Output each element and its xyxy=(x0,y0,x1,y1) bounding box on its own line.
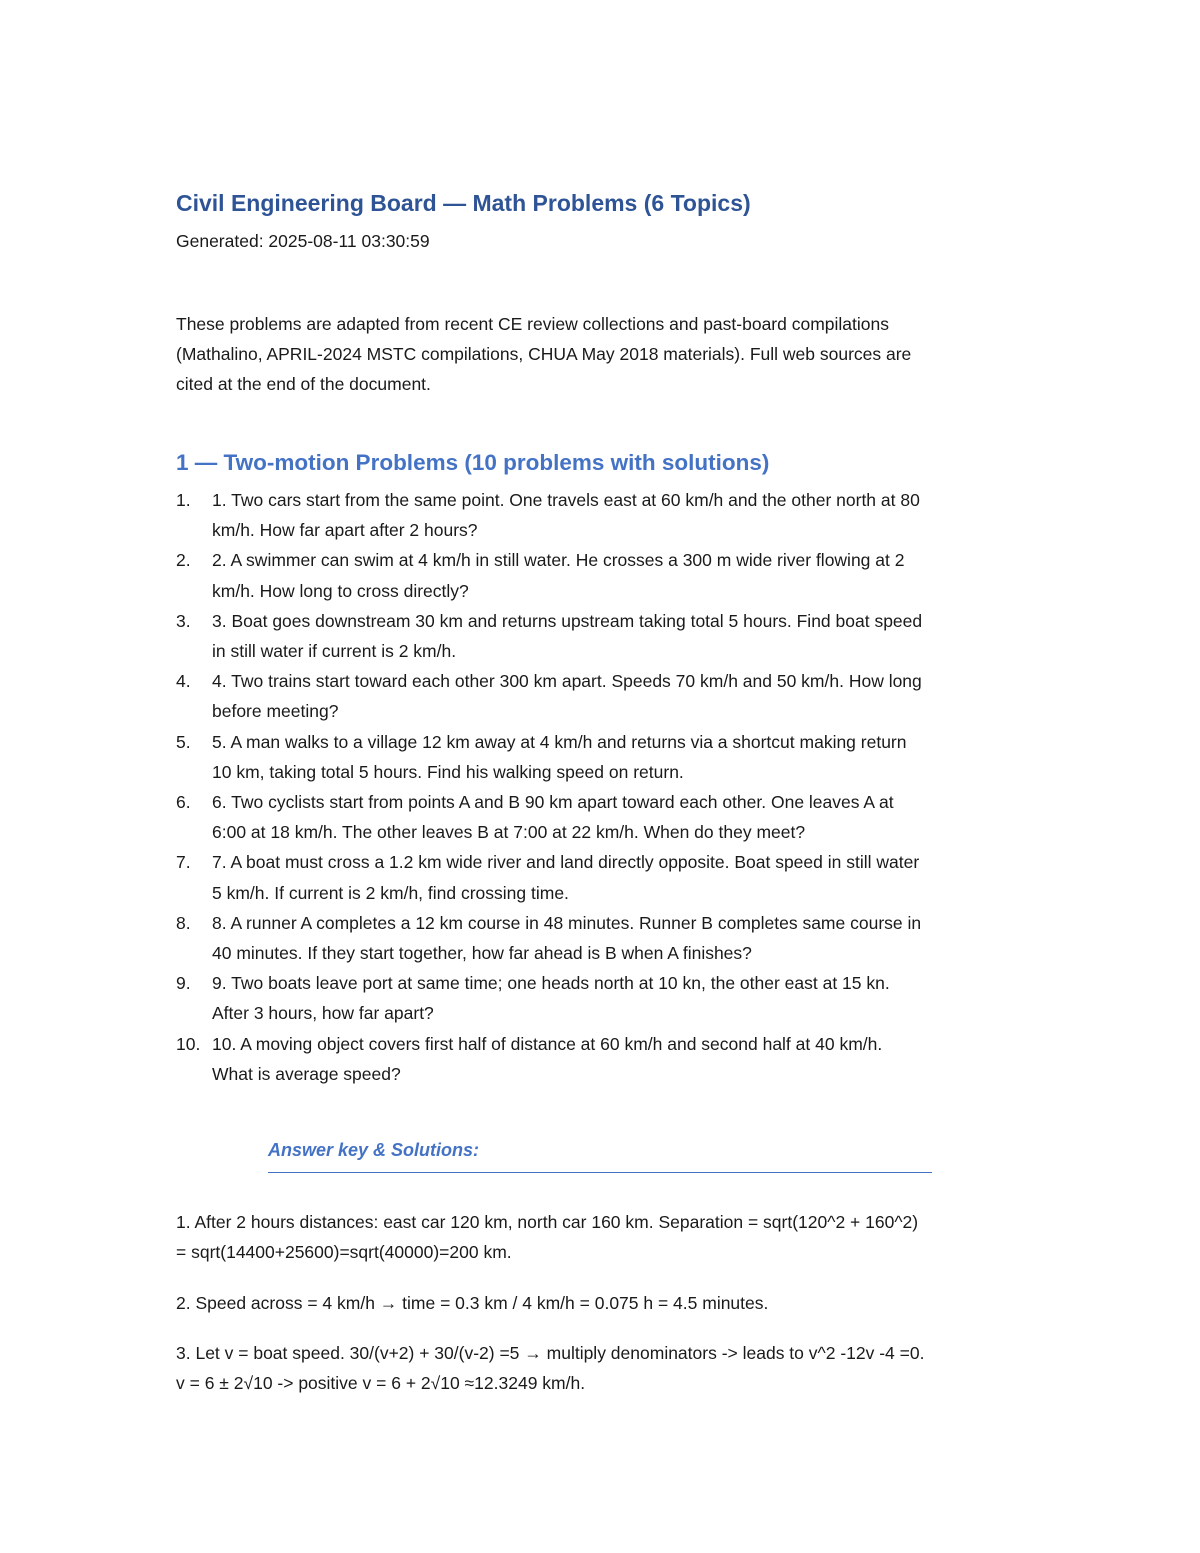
problem-text: 7. A boat must cross a 1.2 km wide river and land directly opposite. Boat speed in still water xyxy=(212,852,920,873)
problem-text: What is average speed? xyxy=(212,1063,401,1084)
document-title: Civil Engineering Board — Math Problems (6 Topics) xyxy=(176,190,751,216)
problem-number: 8. xyxy=(176,912,191,933)
intro-line: (Mathalino, APRIL-2024 MSTC compilations, CHUA May 2018 materials). Full web sources are xyxy=(176,344,912,365)
problem-text: km/h. How long to cross directly? xyxy=(212,580,469,601)
problem-text: 3. Boat goes downstream 30 km and returns upstream taking total 5 hours. Find boat speed xyxy=(212,610,923,631)
problem-text: 2. A swimmer can swim at 4 km/h in still water. He crosses a 300 m wide river flowing at 2 xyxy=(212,550,905,571)
problem-text: 10. A moving object covers first half of distance at 60 km/h and second half at 40 km/h. xyxy=(212,1033,883,1054)
problem-list xyxy=(176,485,1036,1089)
solution-line: 3. Let v = boat speed. 30/(v+2) + 30/(v-2) =5 → multiply denominators -> leads to v^2 -12v -4 =0. xyxy=(176,1343,925,1363)
problem-text: 4. Two trains start toward each other 300 km apart. Speeds 70 km/h and 50 km/h. How long xyxy=(212,671,922,692)
problem-text: 6. Two cyclists start from points A and B 90 km apart toward each other. One leaves A at xyxy=(212,792,894,813)
problem-text: 6:00 at 18 km/h. The other leaves B at 7:00 at 22 km/h. When do they meet? xyxy=(212,822,806,843)
problem-item xyxy=(176,545,1036,605)
problem-text: before meeting? xyxy=(212,701,339,722)
problem-text: 1. Two cars start from the same point. One travels east at 60 km/h and the other north at 80 xyxy=(212,490,920,510)
problem-item xyxy=(176,727,1036,787)
problem-number: 7. xyxy=(176,852,191,873)
problem-number: 1. xyxy=(176,490,191,510)
problem-text: 5. A man walks to a village 12 km away at 4 km/h and returns via a shortcut making return xyxy=(212,731,907,752)
solution-paragraph xyxy=(176,1288,1036,1318)
problem-item xyxy=(176,908,1036,968)
problem-number: 6. xyxy=(176,792,191,813)
problem-item xyxy=(176,847,1036,907)
section-heading: 1 — Two-motion Problems (10 problems with solutions) xyxy=(176,450,770,475)
answer-key-heading: Answer key & Solutions: xyxy=(268,1140,480,1160)
intro-line: These problems are adapted from recent CE review collections and past-board compilations xyxy=(176,314,889,334)
problem-item xyxy=(176,968,1036,1028)
problem-number: 2. xyxy=(176,550,191,571)
problem-item xyxy=(176,666,1036,726)
problem-number: 9. xyxy=(176,973,191,994)
problem-item xyxy=(176,1029,1036,1089)
problem-text: 40 minutes. If they start together, how far ahead is B when A finishes? xyxy=(212,943,752,964)
solution-line: v = 6 ± 2√10 -> positive v = 6 + 2√10 ≈12.3249 km/h. xyxy=(176,1373,586,1394)
problem-item xyxy=(176,606,1036,666)
solution-line: = sqrt(14400+25600)=sqrt(40000)=200 km. xyxy=(176,1242,512,1263)
problem-number: 3. xyxy=(176,610,191,631)
problem-number: 4. xyxy=(176,671,191,692)
problem-text: in still water if current is 2 km/h. xyxy=(212,641,457,662)
intro-line: cited at the end of the document. xyxy=(176,374,431,395)
problem-text: 5 km/h. If current is 2 km/h, find crossing time. xyxy=(212,882,569,903)
problem-text: After 3 hours, how far apart? xyxy=(212,1003,434,1024)
problem-text: km/h. How far apart after 2 hours? xyxy=(212,520,478,541)
problem-text: 10 km, taking total 5 hours. Find his walking speed on return. xyxy=(212,761,684,782)
solution-paragraph xyxy=(176,1338,1036,1398)
problem-text: 9. Two boats leave port at same time; one heads north at 10 kn, the other east at 15 kn. xyxy=(212,973,890,994)
problem-text: 8. A runner A completes a 12 km course in 48 minutes. Runner B completes same course in xyxy=(212,912,922,933)
problem-number: 10. xyxy=(176,1033,201,1054)
problem-item xyxy=(176,787,1036,847)
solution-line: 1. After 2 hours distances: east car 120 km, north car 160 km. Separation = sqrt(120^2 + 160^2) xyxy=(176,1212,919,1232)
solution-line: 2. Speed across = 4 km/h → time = 0.3 km / 4 km/h = 0.075 h = 4.5 minutes. xyxy=(176,1293,769,1313)
problem-item xyxy=(176,485,1036,545)
intro-paragraph xyxy=(176,309,1026,400)
problem-number: 5. xyxy=(176,731,191,752)
answer-key-divider xyxy=(268,1172,932,1173)
solution-paragraph xyxy=(176,1207,1036,1267)
generated-timestamp: Generated: 2025-08-11 03:30:59 xyxy=(176,231,430,251)
